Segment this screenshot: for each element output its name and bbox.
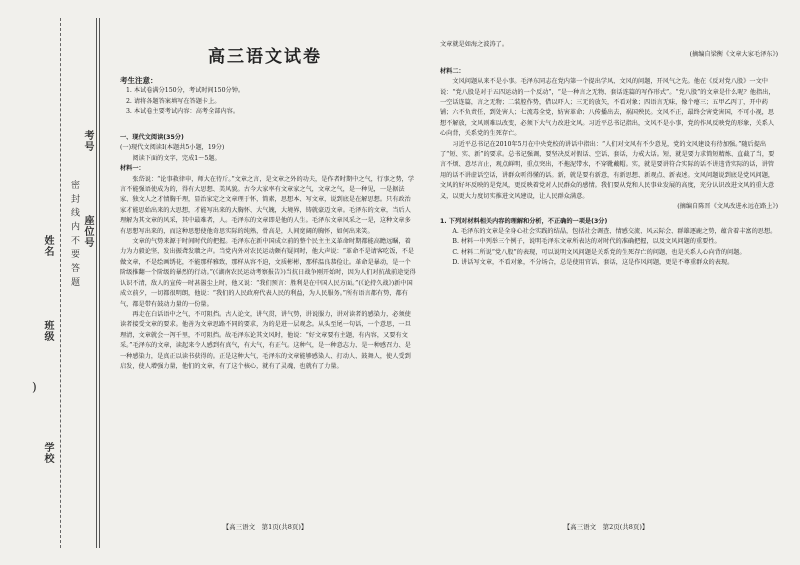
material-2-label: 材料二： (440, 67, 465, 75)
source-citation: (摘编自梁衡《文章大家毛泽东》) (689, 51, 778, 59)
seal-line-inner (99, 18, 100, 548)
notice-item: 1. 本试卷满分150分，考试时间150分钟。 (126, 87, 245, 95)
page-footer: 【高三语文 第1页(共8页)】 (222, 523, 308, 531)
source-citation: (摘编自陈晋《文风改进永远在路上》) (677, 203, 778, 211)
material-1-label: 材料一： (120, 165, 145, 173)
page-footer: 【高三语文 第2页(共8页)】 (563, 523, 649, 531)
paragraph: 文风问题从来不是小事。毛泽东同志在党内第一个提出学风、文风的问题，开风气之先。他在《反对党八股》一文中说：“党八股是对于五四运动的一个反动”，“是一种言之无物、套话连篇的写作形式”。“党八股”的文章是什么呢？他指出，一空话连篇，言之无物；二装腔作势，借以吓人；三无的放矢，不看对象；四语言无味，像个瘪三；五甲乙丙丁，开中药铺；六不负责任，到处害人；七流毒全党，妨害革命；八传播出去，祸国殃民。文风不正，最终会害党害国，不可小视，思想不解放，文风则难以改变，必须下大气力改进文风。习近平总书记指出，文风不是小事，党的作风反映党的形象，关系人心向背，关系党的生死存亡。 (440, 78, 775, 138)
option-b: B. 材料一中列举三个例子，说明毛泽东文章所表达的对时代的准确把握，以及文风问题的重要性。 (452, 238, 721, 246)
page-1 (108, 0, 422, 565)
question-stem: 1. 下列对材料相关内容的理解和分析，不正确的一项是(3分) (440, 217, 608, 225)
option-d: D. 讲话写文章，不看对象，不分场合，总是使用官话、套话，这是作风问题，更是不尊重群众的表现。 (452, 259, 734, 267)
name-label: 姓名 (42, 235, 53, 257)
section-heading: 一、现代文阅读(35分) (120, 134, 184, 141)
binding-margin (0, 0, 108, 565)
notice-item: 3. 本试卷主要考试内容：高考全部内容。 (126, 108, 240, 116)
notice-title: 考生注意： (120, 76, 158, 85)
exam-title: 高三语文试卷 (208, 47, 322, 67)
subsection-heading: (一)现代文阅读Ⅰ(本题共5小题，19分) (120, 144, 225, 152)
binding-bracket-icon: ) (32, 380, 37, 394)
paragraph: 再走在白话语中之气，不可阻挡。古人论文，讲气贯，讲气势，讲说服力，讲对读者的感染力，必须使读者接受文章的要求。他善为文章思路不同的要求，为的是进一层观念。从头至尾一句话，一个意思，一旦理清，文章就会一泻千里，不可阻挡。故毛泽东论其文风时，他说：“好文章要有主题，有内容，又要有文采。”毛泽东的文章，读起来令人感到有真气，有大气，有正气。这种气，是一种意志力、是一种感召力、是一种感染力，是真正以读书获得的。正是这种大气，毛泽东的文章能够感染人、打动人、鼓舞人，使人受到启发，使人增强力量，他们的文章，有了这个核心，就有了灵魂，也就有了力量。 (120, 310, 411, 370)
page-2-content (440, 40, 778, 269)
notice-block (120, 76, 416, 118)
school-label: 学校 (42, 442, 53, 464)
top-line: 文章就是如海之波涛了。 (440, 41, 509, 48)
class-label: 班级 (42, 320, 53, 342)
instruction: 阅读下面的文字，完成1～5题。 (132, 154, 221, 162)
seal-line-outer (96, 18, 97, 548)
option-a: A. 毛泽东的文章是全身心社会实践的结晶，包括社会调查、情感交流、风云际会、群雄逐鹿之势，蕴含着丰富的思想。 (452, 227, 777, 235)
paragraph: 张岱说：“论事救律申，师大在待斤。”文章之言，是文章之外的功夫，是作者时期中之气，行事之势，学言不能强语使成为的，得有大思想、美风貌。古今大家率有文章家之气，文章之气，是一种见，一是据法家、独文人之才情胸千理，显治家定之文章理于怀，简素，思想本、写文章，说到底是在解思想。只有政治家才能思始出来的大思想，才能写出来的大胸怀、大气魄，大境界，铸就豪迈文章。毛泽东的文章，当后人理解为其文章的风采，其中最难者，人。毛泽东的文章即是他的人生。毛泽东文章风采之一是，这种文章多有思想写出来的，而这种思想使他奇思实际的纯熟，骨高是，人间宽阔的胸怀，如何出来笑。 (120, 175, 415, 235)
section-1 (120, 133, 416, 372)
seat-label: 座位号 (82, 215, 93, 248)
seal-line-dashed (60, 18, 61, 548)
paragraph: 习近平总书记在2010年5月在中央党校的讲话中指出：“人们对文风有不少意见，党的文风建设有待加强。”随后提出了“短、实、新”的要求。总书记强调，要坚决反对假话、空话、套话，力戒大话。短，就是要力求简短精炼、直截了当，要言不烦、意尽言止，观点鲜明，重点突出，不拖泥带水，不穿靴戴帽。实，就是要讲符合实际的话不讲违背实际的话，讲管用的话不讲虚话空话，讲群众听得懂的话。新，就是要有新意，有新思想、新观点、新表述。文风问题说到底是党风问题，文风的好坏反映的是党风，更反映着党对人民群众的感情。我们要从党和人民事业发展的高度，充分认识改进文风的重大意义，以更大力度切实推进文风建设，让人民群众满意。 (440, 140, 775, 200)
page-2 (428, 0, 784, 565)
option-c: C. 材料二所说“党八股”的表现，可以说明文风问题是关系党的生死存亡的问题，也是关系人心向背的问题。 (452, 248, 746, 256)
paragraph: 文章的气势来源于时间时代的把握。毛泽东在新中国成立前的整个民主主义革命时期都能高瞻远瞩，着力为力毅论坚，发出振聋发聩之声。当党内外对农民运动颇有疑问时，他大声说：“革命不是请客吃饭，不是做文章，不是绘画绣花，不能那样雅致，那样从容不迫，文质彬彬，那样温良恭俭让。革命是暴动，是一个阶级推翻一个阶级的暴烈的行动。”(《湖南农民运动考察报告》)当抗日战争刚开始时，因为人们对抗战前途觉得认识不清，敌人的宣传一时甚嚣尘上时，他又说：“我们预言：胜利是在中国人民方面。”(《论持久战》)新中国成立前夕，一切都很明朗，他说：“我们的人民政府代表人民的利益，为人民服务。”所有语言都有势，都有气，都是带有鼓动力量的一份量。 (120, 238, 416, 308)
seal-line-text: 密 封 线 内 不 要 答 题 (69, 180, 79, 288)
exam-number-label: 考号 (82, 130, 93, 152)
notice-item: 2. 请将各题答案填写在答题卡上。 (126, 97, 221, 105)
